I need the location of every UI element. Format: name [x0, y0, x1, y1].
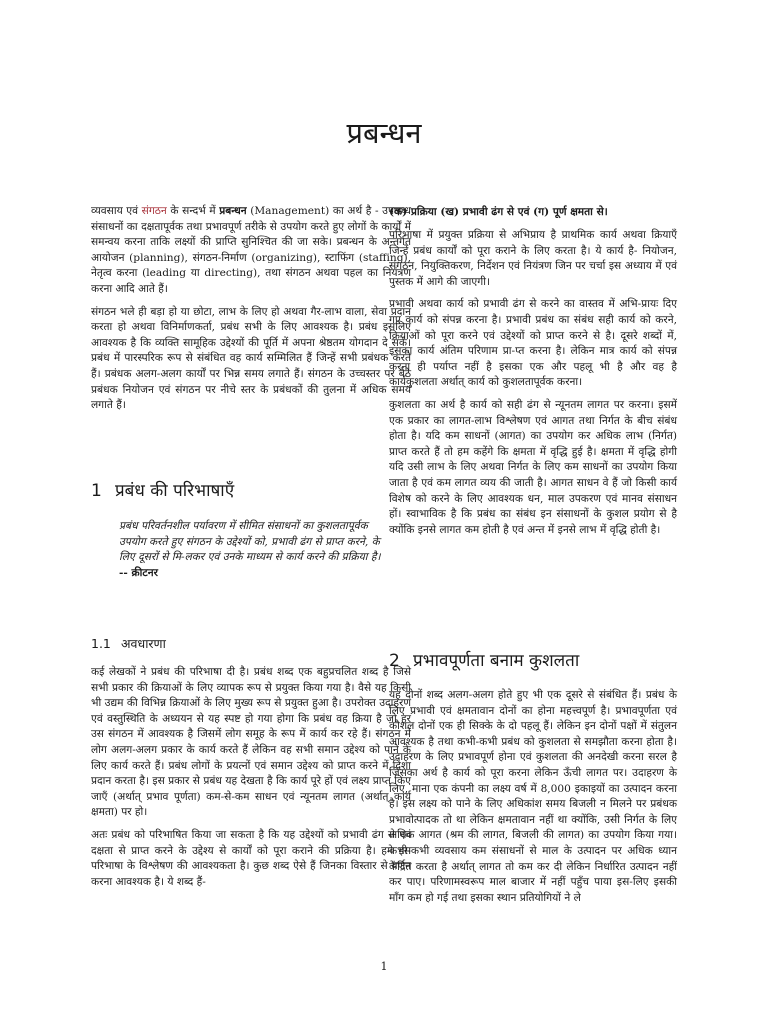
page-number: 1 — [380, 960, 388, 973]
section-number: 2 — [389, 651, 400, 671]
paragraph-process: परिभाषा में प्रयुक्त प्रक्रिया से अभिप्राय है प्राथमिक कार्य अथवा क्रियाएँ जिन्हें प्रबंध कार्यों को पूरा कराने के लिए करता है। ये कार्य है- नियोजन, संगठन, नियुक्तिकरण, निर्देशन एवं नियंत्रण जिन पर चर्चा इस अध्याय में एवं पुस्तक में आगे की जाएगी। — [389, 229, 677, 288]
intro-text: (Management) का अर्थ है - उपलब्ध संसाधनों का दक्षतापूर्वक तथा प्रभावपूर्ण तरीके से उपयोग करते हुए लोगों के कार्यों में समन्वय करना ताकि लक्ष्यों की प्राप्ति सुनिश्चित की जा सके। प्रबन्धन के अन्तर्गत आयोजन (planning), संगठन-निर्माण (organizing), स्टाफिंग (staffing), नेतृत्व करना (leading या directing), तथा संगठन अथवा पहल का नियंत्रण करना आदि आते हैं। — [91, 205, 411, 295]
intro-text: के सन्दर्भ में — [166, 205, 220, 217]
paragraph-comparison: यह दोनों शब्द अलग-अलग होते हुए भी एक दूसरे से संबंधित हैं। प्रबंध के लिए प्रभावी एवं क्षमतावान दोनों का होना महत्त्वपूर्ण है। प्रभावपूर्णता एवं कौशल दोनों एक ही सिक्के के दो पहलू हैं। लेकिन इन दोनों पक्षों में संतुलन आवश्यक है तथा कभी-कभी प्रबंध को कुशलता से समझौता करना होता है। उदाहरण के लिए प्रभावपूर्ण होना एवं कुशलता की अनदेखी करना सरल है जिसका अर्थ है कार्य को पूरा करना लेकिन ऊँची लागत पर। उदाहरण के लिए, माना एक कंपनी का लक्ष्य वर्ष में 8,000 इकाइयों का उत्पादन करना है। इस लक्ष्य को पाने के लिए अधिकांश समय बिजली न मिलने पर प्रबंधक प्रभावोत्पादक तो था लेकिन क्षमतावान नहीं था क्योंकि, उसी निर्गत के लिए अधिक आगत (श्रम की लागत, बिजली की लागत) का उपयोग किया गया। कभी-कभी व्यवसाय कम संसाधनों से माल के उत्पादन पर अधिक ध्यान केंद्रित करता है अर्थात् लागत तो कम कर दी लेकिन निर्धारित उत्पादन नहीं कर पाए। परिणामस्वरूप माल बाजार में नहीं पहुँच पाया इस-लिए इसकी माँग कम हो गई तथा इसका स्थान प्रतियोगियों ने ले — [389, 689, 677, 904]
section-heading-definitions — [91, 478, 234, 501]
paragraph-concept: कई लेखकों ने प्रबंध की परिभाषा दी है। प्रबंध शब्द एक बहुप्रचलित शब्द है जिसे सभी प्रकार की क्रियाओं के लिए व्यापक रूप से प्रयुक्त किया गया है। वैसे यह किसी भी उद्यम की विभिन्न क्रियाओं के लिए मुख्य रूप से प्रयुक्त हुआ है। उपरोक्त उदाहरण एवं वस्तुस्थिति के अध्ययन से यह स्पष्ट हो गया होगा कि प्रबंध वह क्रिया है जो हर उस संगठन में आवश्यक है जिसमें लोग समूह के रूप में कार्य कर रहे हैं। संगठन में लोग अलग-अलग प्रकार के कार्य करते हैं लेकिन वह सभी समान उद्देश्य को पाने के लिए कार्य करते हैं। प्रबंध लोगों के प्रयत्नों एवं समान उद्देश्य को प्राप्त करने में दिशा प्रदान करता है। इस प्रकार से प्रबंध यह देखता है कि कार्य पूरे हों एवं लक्ष्य प्राप्त किए जाएँ (अर्थात् प्रभाव पूर्णता) कम-से-कम साधन एवं न्यूनतम लागत (अर्थात् कार्य क्षमता) पर हो। — [91, 666, 411, 819]
sangathan-link[interactable]: संगठन — [141, 205, 167, 217]
paragraph-definition: अतः प्रबंध को परिभाषित किया जा सकता है कि यह उद्देश्यों को प्रभावी ढंग से एवं दक्षता से प्राप्त करने के उद्देश्य से कार्यों को पूरा कराने की प्रक्रिया है। हमे इस परिभाषा के विश्लेषण की आवश्यकता है। कुछ शब्द ऐसे हैं जिनका विस्तार से वर्णन करना आवश्यक है। ये शब्द हैं- — [91, 828, 411, 888]
management-term: प्रबन्धन — [219, 205, 247, 217]
intro-text: व्यवसाय एवं — [91, 205, 142, 217]
section-heading-effectiveness — [389, 648, 579, 671]
right-column — [389, 204, 677, 545]
subsection-number: 1.1 — [91, 636, 111, 651]
subsection-heading-concept — [91, 635, 166, 652]
section-title: प्रबंध की परिभाषाएँ — [115, 481, 235, 501]
subsection-title: अवधारणा — [121, 636, 166, 651]
intro-paragraph — [91, 204, 411, 298]
left-column-lower — [91, 665, 411, 897]
process-list-lead: (क) प्रक्रिया (ख) प्रभावी ढंग से एवं (ग) पूर्ण क्षमता से। — [389, 206, 608, 218]
quote-text: प्रबंध परिवर्तनशील पर्यावरण में सीमित संसाधनों का कुशलतापूर्वक उपयोग करते हुए संगठन के उद्देश्यों को, प्रभावी ढंग से प्राप्त करने, के लिए दूसरों से मि-लकर एवं उनके माध्यम से कार्य करने की प्रक्रिया है। — [119, 520, 381, 564]
definition-quote — [119, 519, 389, 581]
right-column-lower — [389, 688, 677, 913]
section-title: प्रभावपूर्णता बनाम कुशलता — [413, 651, 580, 671]
left-column — [91, 204, 411, 421]
paragraph-organization: संगठन भले ही बड़ा हो या छोटा, लाभ के लिए हो अथवा गैर-लाभ वाला, सेवा प्रदान करता हो अथवा विनिर्माणकर्ता, प्रबंध सभी के लिए आवश्यक है। प्रबंध इसलिए आवश्यक है कि व्यक्ति सामूहिक उद्देश्यों की पूर्ति में अपना श्रेष्ठतम योगदान दे सकें। प्रबंध में पारस्परिक रूप से संबंधित वह कार्य सम्मिलित हैं जिन्हें सभी प्रबंधक करते हैं। प्रबंधक अलग-अलग कार्यों पर भिन्न समय लगाते हैं। संगठन के उच्चस्तर पर बैठे प्रबंधक नियोजन एवं संगठन पर नीचे स्तर के प्रबंधकों की तुलना में अधिक समय लगाते हैं। — [91, 305, 411, 412]
quote-attribution: -- क्रीटनर — [119, 566, 158, 579]
paragraph-efficiency: कुशलता का अर्थ है कार्य को सही ढंग से न्यूनतम लागत पर करना। इसमें एक प्रकार का लागत-लाभ विश्लेषण एवं आगत तथा निर्गत के बीच संबंध होता है। यदि कम साधनों (आगत) का उपयोग कर अधिक लाभ (निर्गत) प्राप्त करते हैं तो हम कहेंगे कि क्षमता में वृद्धि हुई है। क्षमता में वृद्धि होगी यदि उसी लाभ के लिए अथवा निर्गत के लिए कम साधनों का उपयोग किया जाता है एवं कम लागत व्यय की जाती है। आगत साधन वे हैं जो किसी कार्य विशेष को करने के लिए आवश्यक धन, माल उपकरण एवं मानव संसाधन हों। स्वाभाविक है कि प्रबंध का संबंध इन संसाधनों के कुशल प्रयोग से है क्योंकि इनसे लागत कम होती है एवं अन्त में इनसे लाभ में वृद्धि होती है। — [389, 398, 677, 536]
page-title: प्रबन्धन — [346, 116, 422, 150]
paragraph-effective: प्रभावी अथवा कार्य को प्रभावी ढंग से करने का वास्तव में अभि-प्रायः दिए गए कार्य को संपन्न करना है। प्रभावी प्रबंध का संबंध सही कार्य को करने, क्रियाओं को पूरा करने एवं उद्देश्यों को प्राप्त करने से है। दूसरे शब्दों में, इसका कार्य अंतिम परिणाम प्रा-प्त करना है। लेकिन मात्र कार्य को संपन्न करना ही पर्याप्त नहीं है इसका एक और पहलू भी है और वह है कार्यकुशलता अर्थात् कार्य को कुशलतापूर्वक करना। — [389, 298, 677, 389]
section-number: 1 — [91, 481, 102, 501]
